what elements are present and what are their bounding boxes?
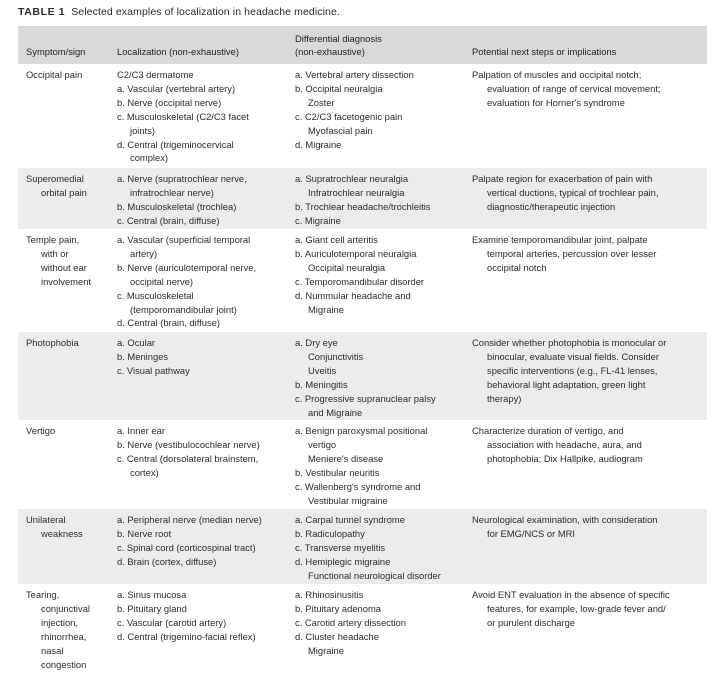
cell-line: a. Supratrochlear neuralgia [295, 173, 409, 184]
cell-line: Occipital pain [26, 69, 83, 80]
cell-differential [295, 233, 465, 316]
cell-next-steps [472, 336, 700, 406]
cell-line: c. Transverse myelitis [295, 541, 386, 553]
cell-line: b. Trochlear headache/trochleitis [295, 200, 431, 212]
cell-line: occipital nerve) [130, 275, 194, 287]
cell-line: a. Carpal tunnel syndrome [295, 514, 405, 525]
cell-localization [117, 68, 289, 165]
cell-line: Neurological examination, with consideration [472, 514, 658, 525]
cell-line: Migraine [308, 644, 344, 656]
cell-line: d. Cluster headache [295, 630, 379, 642]
cell-line: b. Auriculotemporal neuralgia [295, 247, 417, 259]
cell-differential [295, 513, 465, 583]
cell-line: c. Temporomandibular disorder [295, 275, 425, 287]
cell-line: c. Progressive supranuclear palsy [295, 392, 436, 404]
cell-line: a. Sinus mucosa [117, 589, 187, 600]
cell-line: cortex) [130, 466, 159, 478]
table-row [18, 584, 707, 673]
cell-line: c. Vascular (carotid artery) [117, 616, 227, 628]
cell-line: Vestibular migraine [308, 494, 388, 506]
cell-line: d. Brain (cortex, diffuse) [117, 555, 217, 567]
cell-line: C2/C3 dermatome [117, 69, 194, 80]
cell-localization [117, 588, 289, 644]
cell-line: b. Vestibular neuritis [295, 466, 380, 478]
cell-line: a. Vascular (vertebral artery) [117, 82, 236, 94]
cell-line: for EMG/NCS or MRI [487, 527, 576, 539]
cell-line: b. Nerve (vestibulocochlear nerve) [117, 438, 260, 450]
cell-line: Examine temporomandibular joint, palpate [472, 234, 648, 245]
cell-line: Consider whether photophobia is monocular or [472, 337, 667, 348]
cell-line: b. Musculoskeletal (trochlea) [117, 200, 237, 212]
cell-line: therapy) [487, 392, 522, 404]
cell-line: specific interventions (e.g., FL-41 lenses, [487, 364, 658, 376]
table-row [18, 332, 707, 420]
cell-line: Characterize duration of vertigo, and [472, 425, 624, 436]
header-differential-line2: (non-exhaustive) [295, 46, 365, 57]
cell-line: d. Migraine [295, 138, 342, 150]
cell-localization [117, 513, 289, 569]
cell-line: Tearing, [26, 589, 60, 600]
table-row [18, 229, 707, 332]
cell-line: c. Spinal cord (corticospinal tract) [117, 541, 256, 553]
cell-line: rhinorrhea, [41, 630, 87, 642]
cell-symptom [26, 172, 112, 200]
cell-line: occipital notch [487, 261, 547, 273]
cell-line: evaluation of range of cervical movement; [487, 82, 661, 94]
cell-line: b. Radiculopathy [295, 527, 365, 539]
cell-line: Unilateral [26, 514, 66, 525]
table-title: Selected examples of localization in headache medicine. [71, 6, 340, 18]
cell-next-steps [472, 513, 700, 541]
cell-line: a. Vascular (superficial temporal [117, 234, 251, 245]
cell-line: behavioral light adaptation, green light [487, 378, 646, 390]
cell-line: or purulent discharge [487, 616, 576, 628]
cell-line: b. Nerve root [117, 527, 172, 539]
header-differential-line1: Differential diagnosis [295, 33, 382, 44]
cell-line: a. Vertebral artery dissection [295, 69, 414, 80]
cell-line: Vertigo [26, 425, 56, 436]
cell-localization [117, 172, 289, 228]
cell-symptom [26, 336, 112, 350]
cell-symptom [26, 233, 112, 289]
cell-line: c. Central (brain, diffuse) [117, 214, 220, 226]
table-row [18, 168, 707, 229]
cell-line: diagnostic/therapeutic injection [487, 200, 616, 212]
cell-line: infratrochlear nerve) [130, 186, 214, 198]
cell-line: features, for example, low-grade fever and/ [487, 602, 666, 614]
cell-line: a. Peripheral nerve (median nerve) [117, 514, 262, 525]
cell-line: Palpate region for exacerbation of pain with [472, 173, 653, 184]
cell-line: c. C2/C3 facetogenic pain [295, 110, 403, 122]
cell-line: Avoid ENT evaluation in the absence of specific [472, 589, 670, 600]
cell-line: complex) [130, 152, 169, 164]
cell-line: a. Benign paroxysmal positional [295, 425, 428, 436]
cell-line: Temple pain, [26, 234, 80, 245]
cell-line: a. Dry eye [295, 337, 338, 348]
cell-line: nasal [41, 644, 64, 656]
cell-line: orbital pain [41, 186, 87, 198]
cell-line: d. Nummular headache and [295, 289, 411, 301]
table-caption [18, 6, 340, 18]
cell-line: d. Central (trigeminocervical [117, 138, 234, 150]
cell-symptom [26, 424, 112, 438]
table-label: TABLE 1 [18, 6, 66, 18]
header-differential [295, 32, 382, 58]
cell-line: Meniere's disease [308, 452, 384, 464]
cell-differential [295, 68, 465, 151]
cell-symptom [26, 68, 112, 82]
cell-line: Superomedial [26, 173, 84, 184]
cell-line: injection, [41, 616, 79, 628]
table-row [18, 509, 707, 584]
cell-line: d. Hemiplegic migraine [295, 555, 391, 567]
cell-line: a. Ocular [117, 337, 156, 348]
cell-line: congestion [41, 658, 87, 670]
cell-line: joints) [130, 124, 156, 136]
header-next-steps: Potential next steps or implications [472, 46, 617, 57]
cell-line: Zoster [308, 96, 335, 108]
cell-line: Uveitis [308, 364, 337, 376]
cell-line: vertigo [308, 438, 337, 450]
cell-line: b. Meningitis [295, 378, 348, 390]
cell-next-steps [472, 172, 700, 214]
cell-line: c. Migraine [295, 214, 341, 226]
cell-localization [117, 233, 289, 330]
header-symptom: Symptom/sign [26, 46, 86, 57]
cell-line: binocular, evaluate visual fields. Consider [487, 350, 659, 362]
cell-differential [295, 172, 465, 228]
cell-next-steps [472, 588, 700, 630]
cell-line: d. Central (trigemino-facial reflex) [117, 630, 256, 642]
header-localization: Localization (non-exhaustive) [117, 46, 239, 57]
cell-line: Palpation of muscles and occipital notch; [472, 69, 642, 80]
table-row [18, 420, 707, 509]
cell-line: vertical ductions, typical of trochlear pain, [487, 186, 659, 198]
cell-line: b. Pituitary gland [117, 602, 187, 614]
cell-line: (temporomandibular joint) [130, 303, 237, 315]
cell-line: a. Nerve (supratrochlear nerve, [117, 173, 247, 184]
cell-line: Infratrochlear neuralgia [308, 186, 405, 198]
cell-line: b. Nerve (auriculotemporal nerve, [117, 261, 257, 273]
table-header [18, 26, 707, 64]
table-row [18, 64, 707, 168]
cell-line: b. Pituitary adenoma [295, 602, 381, 614]
cell-line: evaluation for Horner's syndrome [487, 96, 625, 108]
cell-line: involvement [41, 275, 92, 287]
cell-line: temporal arteries, percussion over lesser [487, 247, 657, 259]
cell-line: a. Rhinosinusitis [295, 589, 364, 600]
cell-line: Migraine [308, 303, 344, 315]
cell-differential [295, 588, 465, 658]
cell-line: association with headache, aura, and [487, 438, 642, 450]
cell-line: b. Occipital neuralgia [295, 82, 383, 94]
cell-line: Functional neurological disorder [308, 569, 441, 581]
cell-line: photophobia; Dix Hallpike, audiogram [487, 452, 643, 464]
cell-line: a. Inner ear [117, 425, 165, 436]
cell-line: conjunctival [41, 602, 90, 614]
cell-line: b. Nerve (occipital nerve) [117, 96, 222, 108]
cell-differential [295, 336, 465, 419]
cell-line: Myofascial pain [308, 124, 373, 136]
cell-line: Occipital neuralgia [308, 261, 386, 273]
cell-next-steps [472, 68, 700, 110]
cell-line: and Migraine [308, 406, 363, 418]
cell-next-steps [472, 424, 700, 466]
cell-line: c. Central (dorsolateral brainstem, [117, 452, 259, 464]
cell-line: weakness [41, 527, 83, 539]
cell-differential [295, 424, 465, 507]
cell-line: c. Carotid artery dissection [295, 616, 406, 628]
cell-line: c. Wallenberg's syndrome and [295, 480, 421, 492]
cell-line: artery) [130, 247, 158, 259]
cell-line: Photophobia [26, 337, 79, 348]
cell-line: Conjunctivitis [308, 350, 364, 362]
cell-next-steps [472, 233, 700, 275]
cell-line: c. Visual pathway [117, 364, 190, 376]
cell-line: with or [41, 247, 69, 259]
cell-line: b. Meninges [117, 350, 169, 362]
cell-localization [117, 336, 289, 378]
cell-line: c. Musculoskeletal [117, 289, 194, 301]
cell-line: c. Musculoskeletal (C2/C3 facet [117, 110, 249, 122]
cell-line: a. Giant cell arteritis [295, 234, 378, 245]
cell-symptom [26, 513, 112, 541]
cell-line: without ear [41, 261, 87, 273]
cell-line: d. Central (brain, diffuse) [117, 317, 221, 329]
cell-localization [117, 424, 289, 480]
cell-symptom [26, 588, 112, 671]
